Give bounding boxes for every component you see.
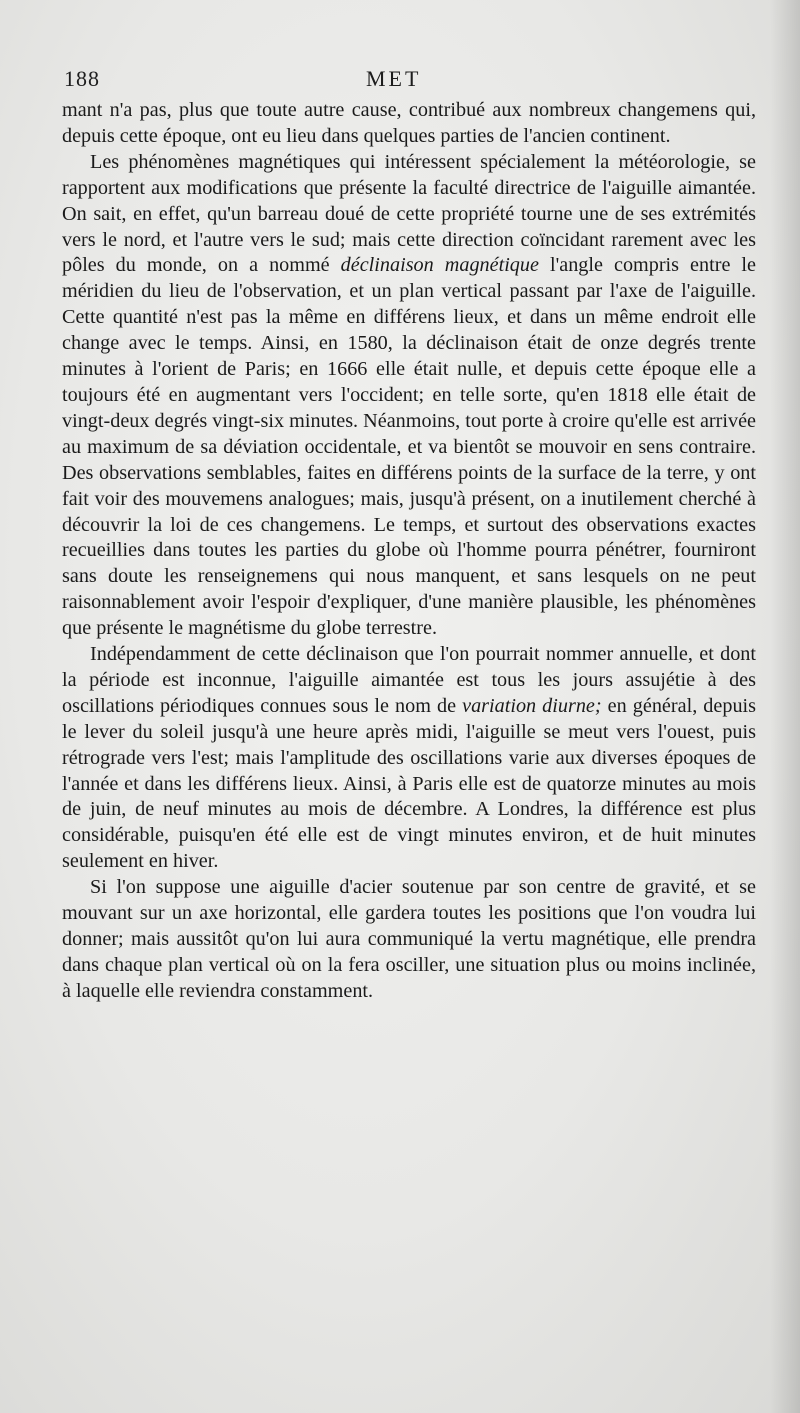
running-head: MET [366, 66, 422, 91]
paragraph-continuation: mant n'a pas, plus que toute autre cause, contribué aux nombreux changemens qui, depuis cette époque, ont eu lieu dans quelques parties de l'ancien continent. [62, 99, 756, 147]
body-text [62, 98, 756, 1005]
paragraph-text: l'angle compris entre le méridien du lieu de l'observation, et un plan vertical passant par l'axe de l'aiguille. Cette quantité n'est pas la même en différens lieux, et dans un même endroit elle change avec le temps. Ainsi, en 1580, la déclinaison était de onze degrés trente minutes à l'orient de Paris; en 1666 elle était nulle, et depuis cette époque elle a toujours été en augmentant vers l'occident; en telle sorte, qu'en 1818 elle était de vingt-deux degrés vingt-six minutes. Néanmoins, tout porte à croire qu'elle est arrivée au maximum de sa déviation occidentale, et va bientôt se mouvoir en sens contraire. Des observations semblables, faites en différens points de la surface de la terre, y ont fait voir des mouvemens analogues; mais, jusqu'à présent, on a inutilement cherché à découvrir la loi de ces changemens. Le temps, et surtout des observations exactes recueillies dans toutes les parties du globe où l'homme pourra pénétrer, fourniront sans doute les renseignemens qui nous manquent, et sans lesquels on ne peut raisonnablement avoir l'espoir d'expliquer, d'une manière plausible, les phénomènes que présente le magnétisme du globe terrestre. [62, 254, 756, 640]
paragraph-text: Les phénomènes magnétiques qui intéressent spécialement la météorologie, se rapportent aux modifications que présente la faculté directrice de l'aiguille aimantée. On sait, en effet, qu'un barreau doué de cette propriété tourne une de ses extrémités vers le nord, et l'autre vers le sud; mais cette direction coïncidant rarement avec les pôles du monde, on a nommé [62, 150, 756, 277]
paragraph-inclinaison: Si l'on suppose une aiguille d'acier soutenue par son centre de gravité, et se mouvant sur un axe horizontal, elle gardera toutes les positions que l'on voudra lui donner; mais aussitôt qu'on lui aura communiqué la vertu magnétique, elle prendra dans chaque plan vertical où on la fera osciller, une situation plus ou moins inclinée, à laquelle elle reviendra constamment. [62, 876, 756, 1002]
paragraph-text: en général, depuis le lever du soleil jusqu'à une heure après midi, l'aiguille se meut vers l'ouest, puis rétrograde vers l'est; mais l'amplitude des oscillations varie aux diverses époques de l'année et dans les différens lieux. Ainsi, à Paris elle est de quatorze minutes au mois de juin, de neuf minutes au mois de décembre. A Londres, la différence est plus considérable, puisqu'en été elle est de vingt minutes environ, et de huit minutes seulement en hiver. [62, 694, 756, 873]
page-header [62, 58, 762, 96]
italic-term: déclinaison magnétique [340, 254, 539, 277]
page-edge-shadow [770, 0, 800, 1413]
paragraph-text: Indépendamment de cette déclinaison que l'on pourrait nommer annuelle, et dont la période est inconnue, l'aiguille aimantée est tous les jours assujétie à des oscillations périodiques connues sous le nom de [62, 643, 756, 717]
paragraph-declinaison [62, 150, 756, 642]
paragraph-variation-diurne [62, 642, 756, 875]
page-number: 188 [64, 66, 100, 91]
italic-term: variation diurne; [462, 694, 602, 717]
